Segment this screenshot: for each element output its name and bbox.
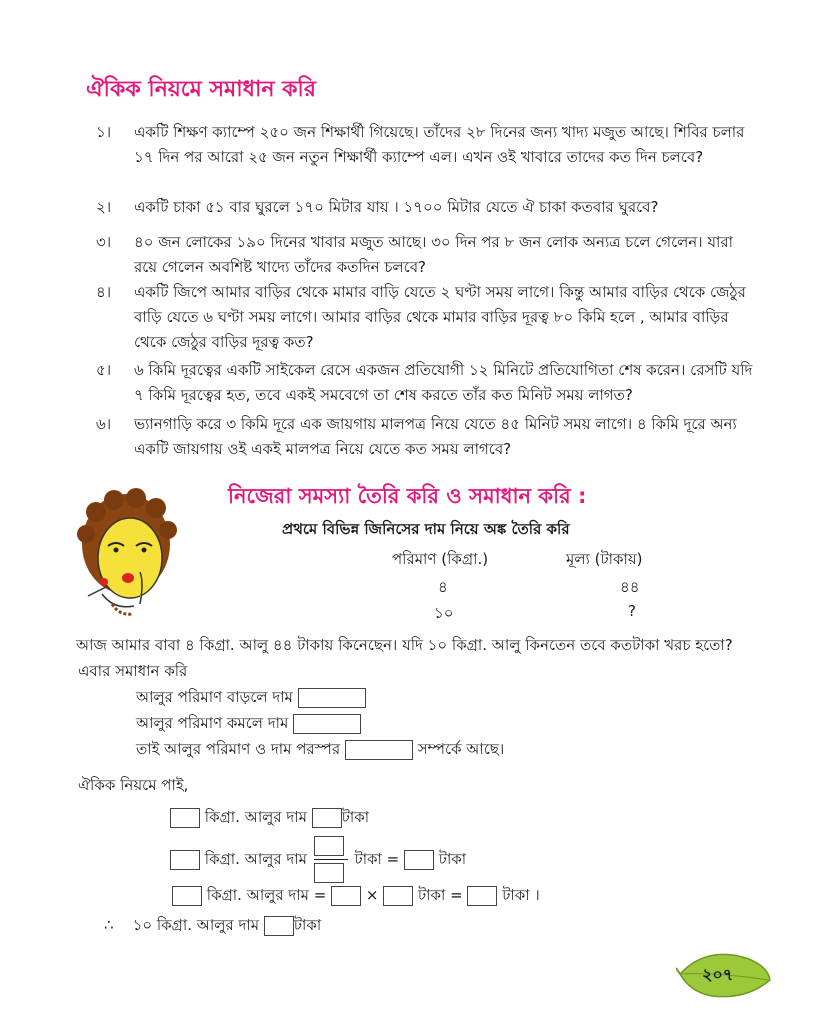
answer-box[interactable] — [298, 688, 366, 708]
table-cell: ৪৪ — [620, 578, 640, 596]
question-text: একটি চাকা ৫১ বার ঘুরলে ১৭০ মিটার যায় । ১৭০০ মিটার যেতে ঐ চাকা কতবার ঘুরবে? — [134, 198, 659, 216]
question-6 — [96, 412, 760, 462]
step-text: টাকা — [438, 850, 467, 868]
answer-box[interactable] — [293, 714, 361, 734]
question-text: ৪০ জন লোকের ১৯০ দিনের খাবার মজুত আছে। ৩০ দিন পর ৮ জন লোক অন্যত্র চলে গেলেন। যারা রয়ে গেলেন অবশিষ্ট খাদ্যে তাঁদের কতদিন চলবে? — [134, 233, 733, 276]
times-sign: × — [365, 886, 379, 904]
table-header-quantity: পরিমাণ (কিগ্রা.) — [392, 550, 489, 568]
answer-box[interactable] — [170, 850, 200, 870]
therefore-sign: ∴ — [104, 916, 114, 934]
question-1 — [96, 120, 760, 170]
page-number-badge — [676, 950, 772, 1000]
increase-label: আলুর পরিমাণ বাড়লে দাম — [136, 688, 293, 706]
page-number: ২০৭ — [702, 965, 734, 984]
fraction-bar — [314, 859, 348, 860]
fraction — [314, 836, 348, 883]
question-number: ৫। — [96, 361, 112, 379]
question-text: ৬ কিমি দূরত্বের একটি সাইকেল রেসে একজন প্রতিযোগী ১২ মিনিটে প্রতিযোগিতা শেষ করেন। রেসটি যদি ৭ কিমি দূরত্বের হত, তবে একই সমবেগে তা শেষ করতে তাঁর কত মিনিট সময় লাগত? — [134, 361, 753, 404]
step-text: টাকা = — [417, 886, 463, 904]
section-subtitle: প্রথমে বিভিন্ন জিনিসের দাম নিয়ে অঙ্ক তৈরি করি — [282, 520, 570, 538]
question-text: ভ্যানগাড়ি করে ৩ কিমি দূরে এক জায়গায় মালপত্র নিয়ে যেতে ৪৫ মিনিট সময় লাগে। ৪ কিমি দূরে অন্য একটি জায়গায় ওই একই মালপত্র নিয়ে যেতে কত সময় লাগবে? — [134, 415, 737, 458]
step-2 — [170, 836, 466, 883]
question-number: ৪। — [96, 283, 112, 301]
table-cell: ১০ — [434, 604, 454, 622]
section-heading: নিজেরা সমস্যা তৈরি করি ও সমাধান করি : — [228, 484, 587, 508]
increase-line — [136, 686, 366, 711]
table-header-price: মূল্য (টাকায়) — [566, 550, 643, 568]
question-text: একটি শিক্ষণ ক্যাম্পে ২৫০ জন শিক্ষার্থী গিয়েছে। তাঁদের ২৮ দিনের জন্য খাদ্য মজুত আছে। শিবির চলার ১৭ দিন পর আরো ২৫ জন নতুন শিক্ষার্থী ক্যাম্পে এল। এখন ওই খাবারে তাদের কত দিন চলবে? — [134, 123, 745, 166]
question-number: ২। — [96, 198, 112, 216]
answer-box[interactable] — [345, 740, 413, 760]
table-cell: ৪ — [438, 578, 448, 596]
unitary-intro: ঐকিক নিয়মে পাই, — [78, 776, 189, 794]
step-text: কিগ্রা. আলুর দাম = — [206, 886, 327, 904]
denominator-box[interactable] — [314, 863, 344, 883]
question-number: ৬। — [96, 415, 112, 433]
step-1 — [170, 806, 369, 831]
page-title: ঐকিক নিয়মে সমাধান করি — [86, 77, 316, 102]
girl-illustration — [74, 486, 184, 626]
final-text: টাকা — [293, 916, 322, 934]
answer-box[interactable] — [467, 886, 497, 906]
step-text: কিগ্রা. আলুর দাম — [204, 850, 307, 868]
step-text: টাকা = — [354, 850, 400, 868]
problem-statement: আজ আমার বাবা ৪ কিগ্রা. আলু ৪৪ টাকায় কিনেছেন। যদি ১০ কিগ্রা. আলু কিনতেন তবে কতটাকা খরচ হতো? — [76, 636, 733, 654]
answer-box[interactable] — [170, 808, 200, 828]
relation-label: তাই আলুর পরিমাণ ও দাম পরস্পর — [136, 740, 341, 758]
step-text: টাকা । — [502, 886, 540, 904]
step-text: কিগ্রা. আলুর দাম — [204, 808, 307, 826]
answer-box[interactable] — [383, 886, 413, 906]
question-4 — [96, 280, 760, 355]
question-2 — [96, 195, 760, 220]
decrease-label: আলুর পরিমাণ কমলে দাম — [136, 714, 289, 732]
solve-intro: এবার সমাধান করি — [78, 662, 188, 680]
question-3 — [96, 230, 760, 280]
answer-box[interactable] — [404, 850, 434, 870]
answer-box[interactable] — [331, 886, 361, 906]
answer-box[interactable] — [264, 916, 294, 936]
step-3 — [172, 884, 540, 909]
decrease-line — [136, 712, 361, 737]
final-text: ১০ কিগ্রা. আলুর দাম — [132, 916, 260, 934]
answer-box[interactable] — [312, 808, 342, 828]
final-line — [104, 914, 321, 939]
question-number: ৩। — [96, 233, 112, 251]
table-cell: ? — [628, 602, 636, 620]
relation-label-end: সম্পর্কে আছে। — [417, 740, 505, 758]
question-5 — [96, 358, 760, 408]
relation-line — [136, 738, 504, 763]
numerator-box[interactable] — [314, 836, 344, 856]
question-number: ১। — [96, 123, 112, 141]
step-text: টাকা — [341, 808, 370, 826]
answer-box[interactable] — [172, 886, 202, 906]
question-text: একটি জিপে আমার বাড়ির থেকে মামার বাড়ি যেতে ২ ঘণ্টা সময় লাগে। কিন্তু আমার বাড়ির থেকে জেঠুর বাড়ি যেতে ৬ ঘণ্টা সময় লাগে। আমার বাড়ির থেকে মামার বাড়ির দূরত্ব ৮০ কিমি হলে , আমার বাড়ির থেকে জেঠুর বাড়ির দূরত্ব কত? — [134, 283, 746, 351]
